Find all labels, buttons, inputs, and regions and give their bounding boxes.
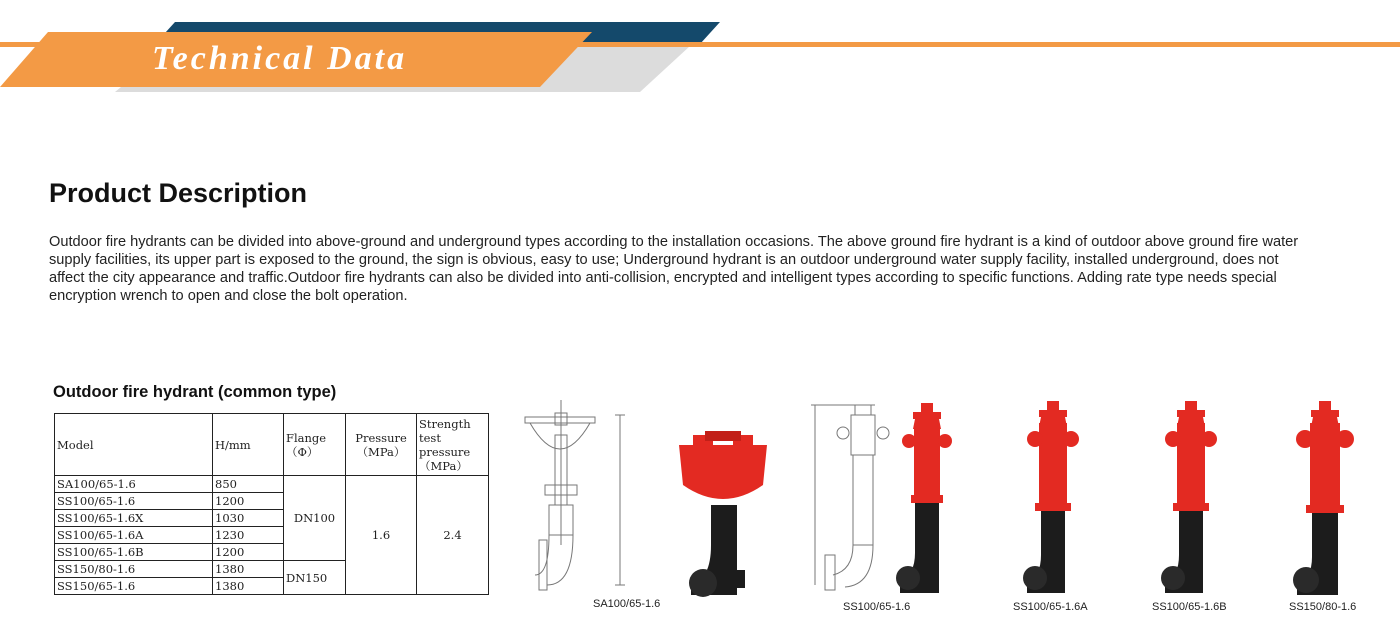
table-header-row [55, 414, 489, 476]
table-title: Outdoor fire hydrant (common type) [53, 383, 337, 401]
cell-strength: 2.4 [417, 476, 489, 595]
hydrant-sa100 [679, 431, 767, 597]
section-banner [0, 0, 1400, 100]
cell-model: SS100/65-1.6B [55, 544, 213, 561]
cell-model: SS150/65-1.6 [55, 578, 213, 595]
header-model: Model [55, 414, 213, 476]
cell-flange-dn100: DN100 [284, 476, 346, 561]
cell-model: SS100/65-1.6X [55, 510, 213, 527]
hydrant-ss100b [1161, 401, 1217, 593]
cell-pressure: 1.6 [346, 476, 417, 595]
cell-h: 850 [213, 476, 284, 493]
table-row [55, 476, 489, 493]
cell-h: 1030 [213, 510, 284, 527]
product-description-text: Outdoor fire hydrants can be divided into above-ground and underground types according to the installation occasions. The above ground fire hydrant is a kind of outdoor above ground fire water supply facilities, its upper part is exposed to the ground, the sign is obvious, easy to use; Underground hydrant is an outdoor underground water supply facility, installed underground, does not affect the city appearance and traffic.Outdoor fire hydrants can also be divided into anti-collision, encrypted and intelligent types according to specific functions. Adding rate type needs special encryption wrench to open and close the bolt operation. [49, 234, 1299, 304]
cell-model: SA100/65-1.6 [55, 476, 213, 493]
caption-ss100: SS100/65-1.6 [843, 601, 911, 613]
spec-table [54, 413, 489, 595]
drawing-ss100 [811, 405, 889, 590]
cell-model: SS100/65-1.6A [55, 527, 213, 544]
caption-ss150: SS150/80-1.6 [1289, 601, 1357, 613]
caption-ss100a: SS100/65-1.6A [1013, 601, 1088, 613]
header-pressure: Pressure （MPa） [346, 414, 417, 476]
cell-h: 1200 [213, 493, 284, 510]
header-strength: Strength test pressure （MPa） [417, 414, 489, 476]
cell-h: 1230 [213, 527, 284, 544]
hydrant-ss100 [896, 403, 952, 593]
banner-title: Technical Data [152, 40, 408, 77]
hydrant-ss150 [1293, 401, 1354, 595]
cell-flange-dn150: DN150 [284, 561, 346, 595]
header-flange: Flange （Φ） [284, 414, 346, 476]
hydrant-ss100a [1023, 401, 1079, 593]
cell-model: SS100/65-1.6 [55, 493, 213, 510]
caption-ss100b: SS100/65-1.6B [1152, 601, 1227, 613]
header-h: H/mm [213, 414, 284, 476]
cell-h: 1380 [213, 578, 284, 595]
product-description-heading: Product Description [49, 178, 308, 208]
drawing-sa100 [525, 400, 625, 590]
caption-sa100: SA100/65-1.6 [593, 598, 661, 610]
cell-h: 1200 [213, 544, 284, 561]
cell-h: 1380 [213, 561, 284, 578]
cell-model: SS150/80-1.6 [55, 561, 213, 578]
